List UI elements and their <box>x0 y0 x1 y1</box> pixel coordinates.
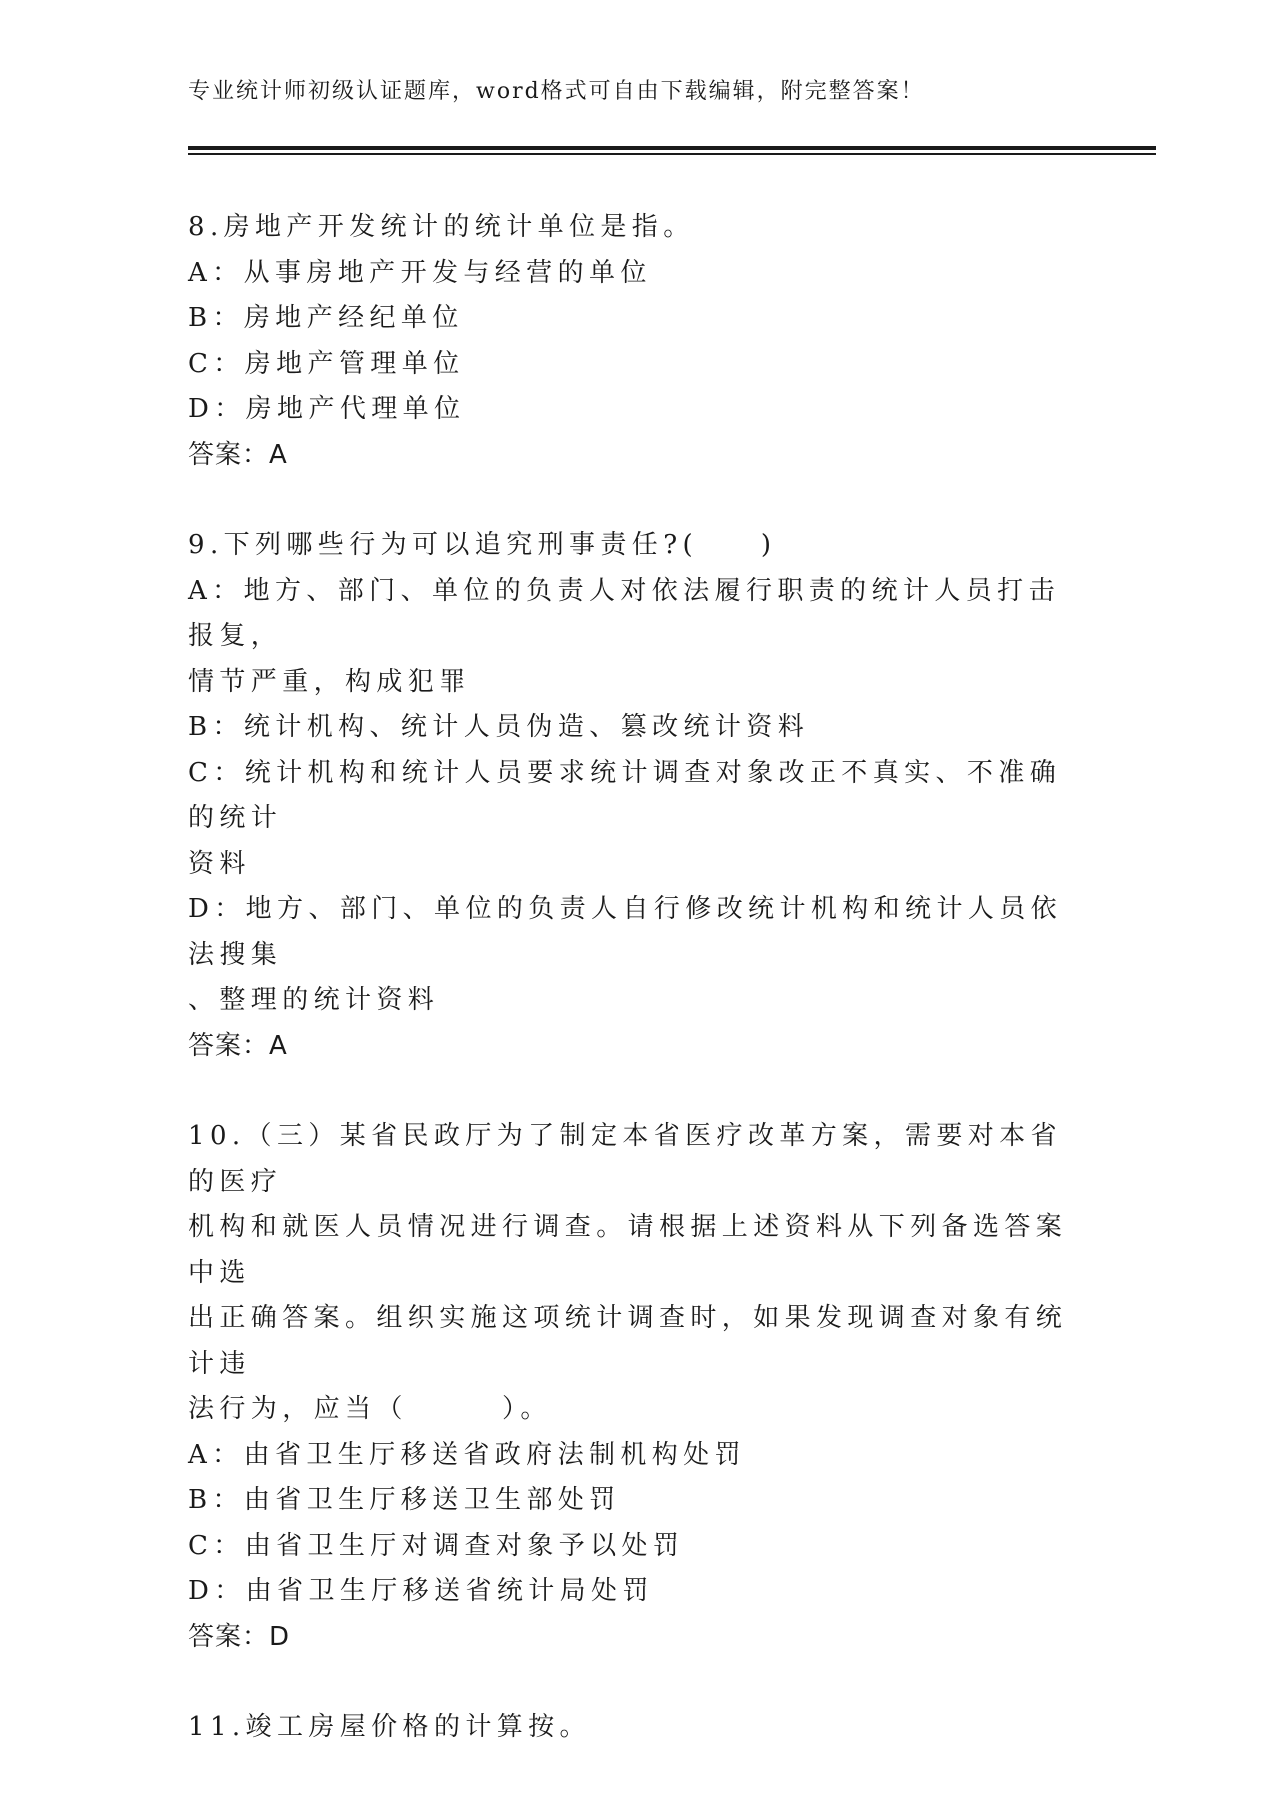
option-b: B：由省卫生厅移送卫生部处罚 <box>188 1485 621 1515</box>
header-divider-thin <box>188 153 1156 155</box>
option-a-continued: 情节严重，构成犯罪 <box>188 666 471 697</box>
option-d: D：房地产代理单位 <box>188 394 466 424</box>
question-stem: 9.下列哪些行为可以追究刑事责任?( ) <box>188 530 777 560</box>
answer-label: 答案：A <box>188 439 288 470</box>
question-item <box>188 205 1088 478</box>
question-stem-continued: 法行为，应当（ ）。 <box>188 1394 552 1424</box>
option-a: A：从事房地产开发与经营的单位 <box>188 257 652 288</box>
option-d-continued: 、整理的统计资料 <box>188 985 440 1015</box>
option-d: D：地方、部门、单位的负责人自行修改统计机构和统计人员依法搜集 <box>188 894 1063 970</box>
question-stem: 10.（三）某省民政厅为了制定本省医疗改革方案，需要对本省的医疗 <box>188 1121 1062 1197</box>
option-a: A：地方、部门、单位的负责人对依法履行职责的统计人员打击报复， <box>188 575 1060 651</box>
answer-label: 答案：D <box>188 1621 291 1652</box>
option-c: C：统计机构和统计人员要求统计调查对象改正不真实、不准确的统计 <box>188 757 1062 833</box>
option-b: B：统计机构、统计人员伪造、篡改统计资料 <box>188 712 810 742</box>
option-d: D：由省卫生厅移送省统计局处罚 <box>188 1576 654 1606</box>
option-c: C：由省卫生厅对调查对象予以处罚 <box>188 1530 685 1561</box>
question-stem: 8.房地产开发统计的统计单位是指。 <box>188 212 695 242</box>
header-divider-thick <box>188 146 1156 150</box>
question-stem-continued: 机构和就医人员情况进行调查。请根据上述资料从下列备选答案中选 <box>188 1212 1068 1288</box>
option-c-continued: 资料 <box>188 848 251 879</box>
question-list <box>188 205 1088 1796</box>
question-item <box>188 1114 1088 1660</box>
option-a: A：由省卫生厅移送省政府法制机构处罚 <box>188 1439 746 1470</box>
option-b: B：房地产经纪单位 <box>188 303 464 333</box>
question-item <box>188 523 1088 1069</box>
option-c: C：房地产管理单位 <box>188 348 465 379</box>
answer-label: 答案：A <box>188 1030 288 1061</box>
question-stem-continued: 出正确答案。组织实施这项统计调查时，如果发现调查对象有统计违 <box>188 1303 1068 1379</box>
page-header: 专业统计师初级认证题库，word格式可自由下载编辑，附完整答案！ <box>188 79 925 104</box>
question-item <box>188 1705 1088 1751</box>
question-stem: 11.竣工房屋价格的计算按。 <box>188 1712 591 1742</box>
